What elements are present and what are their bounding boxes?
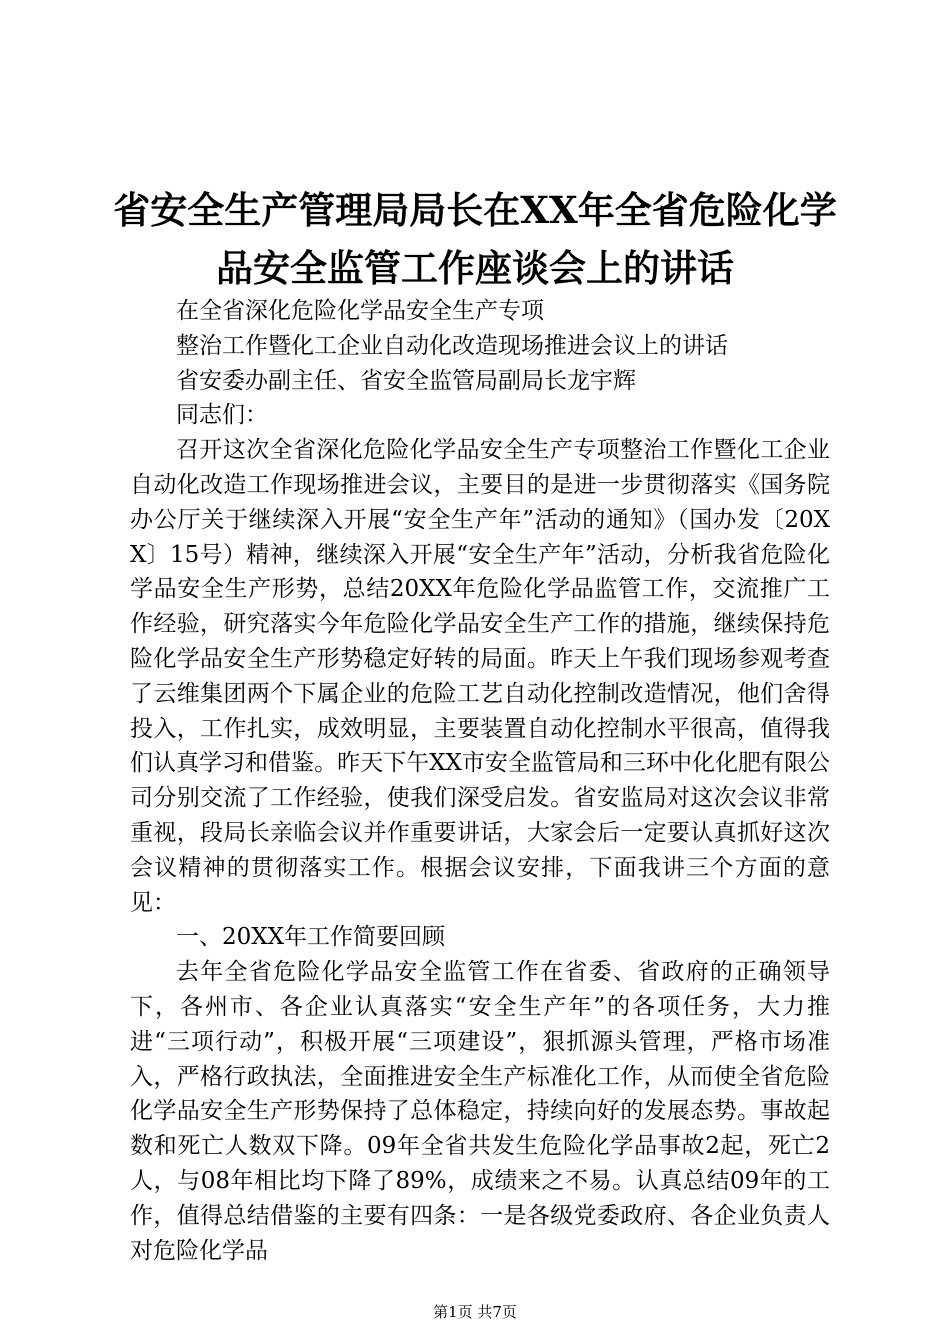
meeting-name-line-1: 在全省深化危险化学品安全生产专项 xyxy=(176,298,544,324)
document-title-line-2: 品安全监管工作座谈会上的讲话 xyxy=(216,246,734,290)
page-number-footer: 第1页 共7页 xyxy=(433,1303,517,1321)
body-paragraph: 召开这次全省深化危险化学品安全生产专项整治工作暨化工企业自动化改造工作现场推进会议，主要目的是进一步贯彻落实《国务院办公厅关于继续深入开展“安全生产年”活动的通知》（国办发〔20XX〕15号）精神，继续深入开展“安全生产年”活动，分析我省危险化学品安全生产形势，总结20XX年危险化学品监管工作，交流推广工作经验，研究落实今年危险化学品安全生产工作的措施，继续保持危险化学品安全生产形势稳定好转的局面。昨天上午我们现场参观考查了云维集团两个下属企业的危险工艺自动化控制改造情况，他们舍得投入，工作扎实，成效明显，主要装置自动化控制水平很高，值得我们认真学习和借鉴。昨天下午XX市安全监管局和三环中化化肥有限公司分别交流了工作经验，使我们深受启发。省安监局对这次会议非常重视，段局长亲临会议并作重要讲话，大家会后一定要认真抓好这次会议精神的贯彻落实工作。根据会议安排，下面我讲三个方面的意见： xyxy=(130,437,830,916)
document-body xyxy=(130,294,830,1268)
salutation: 同志们： xyxy=(176,402,268,429)
speaker-line: 省安委办副主任、省安全监管局副局长龙宇辉 xyxy=(176,367,636,394)
section-heading: 一、20XX年工作简要回顾 xyxy=(176,924,446,951)
meeting-name-line-2: 整治工作暨化工企业自动化改造现场推进会议上的讲话 xyxy=(176,332,728,359)
document-title-line-1: 省安全生产管理局局长在XX年全省危险化学 xyxy=(113,188,837,232)
body-paragraph: 去年全省危险化学品安全监管工作在省委、省政府的正确领导下，各州市、各企业认真落实“安全生产年”的各项任务，大力推进“三项行动”，积极开展“三项建设”，狠抓源头管理，严格市场准入，严格行政执法，全面推进安全生产标准化工作，从而使全省危险化学品安全生产形势保持了总体稳定，持续向好的发展态势。事故起数和死亡人数双下降。09年全省共发生危险化学品事故2起，死亡2人，与08年相比均下降了89%，成绩来之不易。认真总结09年的工作，值得总结借鉴的主要有四条：一是各级党委政府、各企业负责人对危险化学品 xyxy=(130,959,830,1264)
